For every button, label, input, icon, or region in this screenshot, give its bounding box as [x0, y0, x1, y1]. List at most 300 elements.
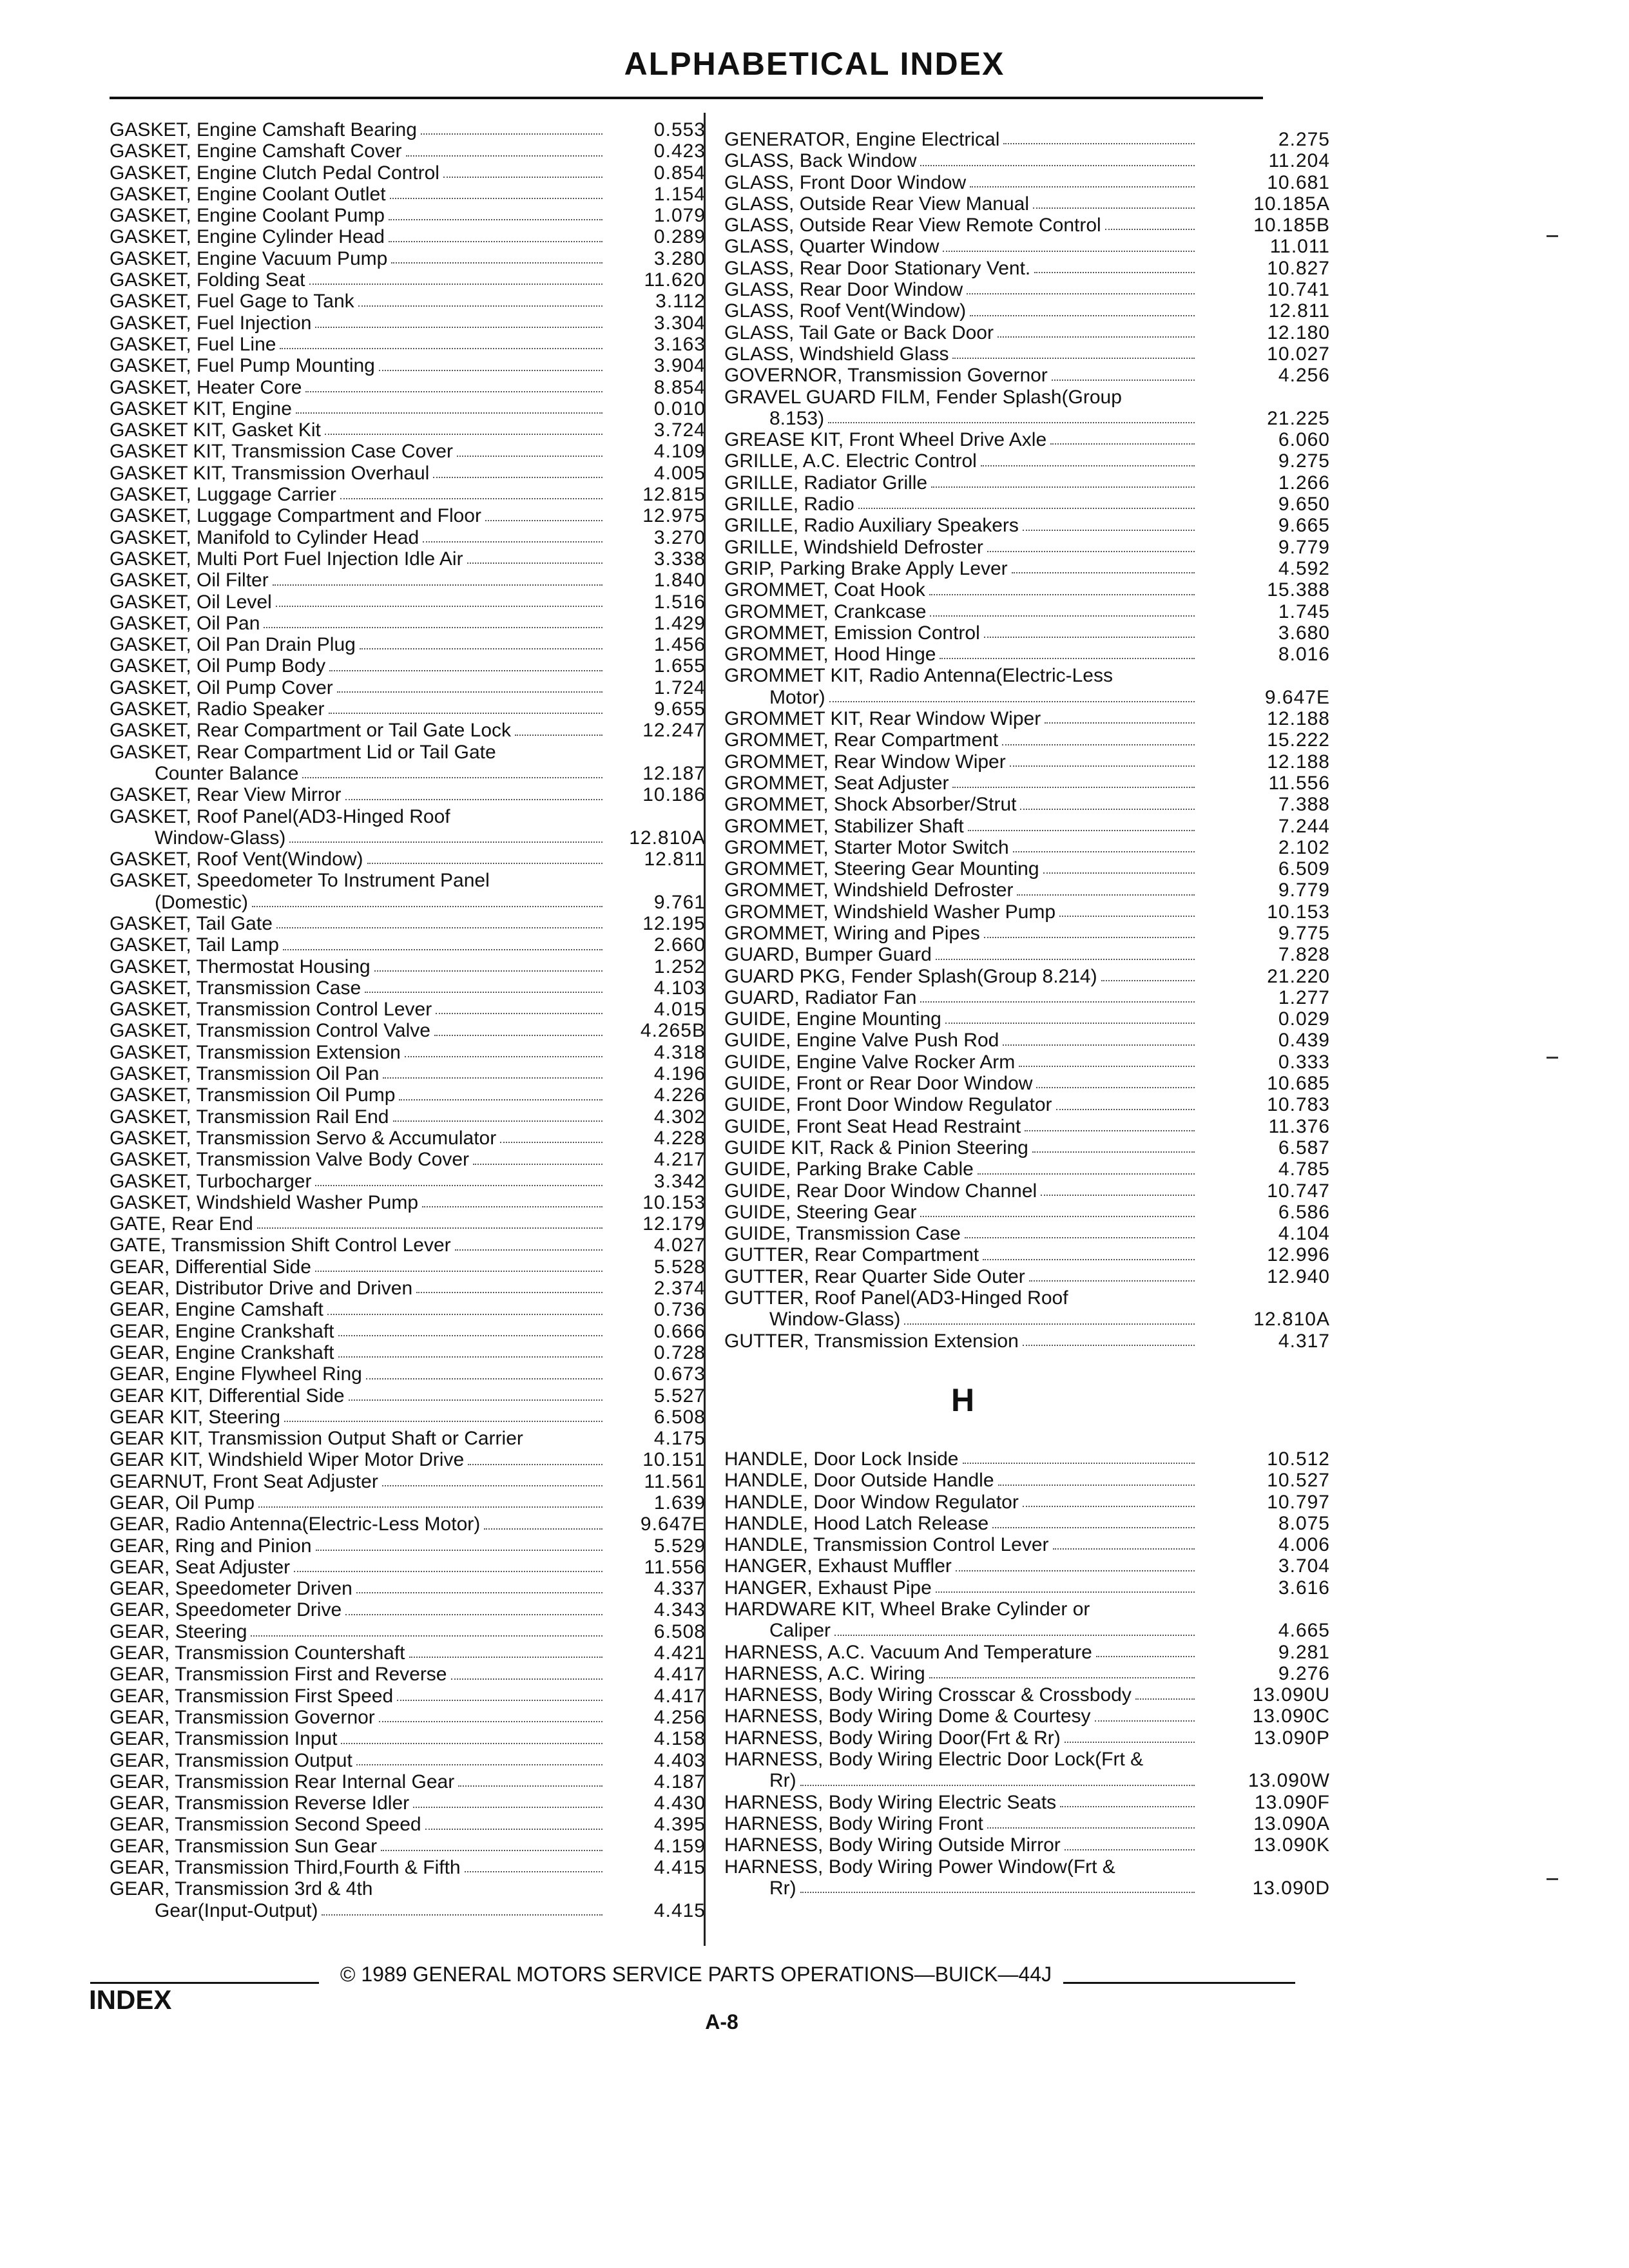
- index-entry: [724, 1834, 1330, 1856]
- index-entry-name: GRAVEL GUARD FILM, Fender Splash(Group: [724, 386, 1122, 408]
- index-entry: [110, 1128, 706, 1149]
- index-entry-reference: 12.188: [1267, 751, 1330, 773]
- index-entry-reference: 13.090D: [1252, 1877, 1330, 1899]
- index-entry-reference: 9.775: [1278, 922, 1330, 944]
- index-entry-reference: 9.650: [1278, 494, 1330, 515]
- index-entry: [724, 622, 1330, 644]
- index-entry-reference: 4.415: [653, 1899, 706, 1921]
- leader-dots: [1135, 1698, 1195, 1700]
- index-entry: [110, 1106, 706, 1128]
- index-entry-reference: 4.417: [653, 1664, 706, 1686]
- index-entry-name: GRILLE, A.C. Electric Control: [724, 450, 977, 472]
- leader-dots: [379, 1721, 602, 1722]
- leader-dots: [338, 1335, 602, 1336]
- leader-dots: [390, 198, 602, 199]
- index-entry-name: GASKET, Engine Vacuum Pump: [110, 247, 388, 269]
- index-entry-name: GASKET, Engine Coolant Pump: [110, 205, 385, 227]
- index-entry-reference: 1.639: [653, 1492, 706, 1514]
- leader-dots: [965, 1237, 1195, 1238]
- index-entry: [110, 1557, 706, 1578]
- index-entry-reference: 3.163: [653, 333, 706, 355]
- index-entry-name: GEAR, Transmission Second Speed: [110, 1814, 421, 1836]
- leader-dots: [1065, 1742, 1195, 1743]
- index-entry-name: HANDLE, Door Outside Handle: [724, 1470, 994, 1492]
- leader-dots: [1010, 765, 1195, 767]
- index-entry-reference: 4.228: [653, 1127, 706, 1149]
- index-entry: [110, 1042, 706, 1063]
- leader-dots: [409, 1657, 602, 1658]
- index-entry-reference: 9.647E: [1264, 686, 1330, 708]
- leader-dots: [983, 1259, 1195, 1260]
- index-entry-reference: 13.090U: [1252, 1684, 1330, 1706]
- index-entry: [110, 505, 706, 526]
- leader-dots: [1020, 809, 1195, 810]
- footer-rule-right: [1063, 1982, 1295, 1984]
- leader-dots: [284, 1421, 602, 1422]
- index-entry-name: GASKET, Oil Filter: [110, 570, 269, 591]
- leader-dots: [465, 1871, 602, 1872]
- leader-dots: [1052, 380, 1195, 381]
- index-entry-reference: 4.265B: [640, 1020, 706, 1042]
- leader-dots: [341, 1743, 602, 1744]
- leader-dots: [970, 315, 1195, 316]
- index-entry-reference: 13.090P: [1253, 1727, 1330, 1749]
- index-entry: [110, 1578, 706, 1599]
- index-entry-reference: 4.395: [653, 1814, 706, 1836]
- index-entry-reference: 1.745: [1278, 601, 1330, 622]
- index-entry-reference: 3.280: [653, 247, 706, 269]
- index-entry: [110, 355, 706, 376]
- index-entry: [110, 377, 706, 398]
- leader-dots: [930, 615, 1195, 617]
- index-entry: [110, 226, 706, 247]
- index-entry-reference: 12.996: [1267, 1244, 1330, 1266]
- index-entry: [110, 1020, 706, 1041]
- index-entry-name: GEAR, Transmission Governor: [110, 1706, 375, 1728]
- leader-dots: [984, 937, 1195, 938]
- index-entry: [110, 1728, 706, 1749]
- index-entry-name: GASKET, Turbocharger: [110, 1170, 312, 1192]
- index-entry-name: GROMMET, Rear Window Wiper: [724, 751, 1006, 773]
- index-entry-name: GROMMET KIT, Rear Window Wiper: [724, 708, 1041, 730]
- index-entry: [724, 1577, 1330, 1599]
- index-entry-reference: 4.317: [1278, 1330, 1330, 1352]
- index-entry-name: GUIDE, Engine Valve Push Rod: [724, 1030, 999, 1052]
- index-entry-reference: 4.343: [653, 1599, 706, 1621]
- index-entry-name: GASKET, Engine Camshaft Cover: [110, 140, 402, 162]
- index-entry-name: GASKET, Oil Level: [110, 591, 272, 613]
- leader-dots: [283, 949, 602, 950]
- index-entry: [724, 1008, 1330, 1030]
- index-entry-reference: 4.318: [653, 1041, 706, 1063]
- leader-dots: [436, 1013, 602, 1014]
- index-entry: [724, 515, 1330, 536]
- index-entry-reference: 10.797: [1267, 1491, 1330, 1513]
- index-entry-reference: 11.561: [644, 1470, 706, 1492]
- index-entry-reference: 10.186: [642, 784, 706, 806]
- leader-dots: [356, 1592, 602, 1593]
- index-entry-reference: 8.016: [1278, 644, 1330, 666]
- leader-dots: [929, 1677, 1195, 1678]
- index-entry-name: GUARD PKG, Fender Splash(Group 8.214): [724, 965, 1097, 987]
- index-entry-name: GASKET, Luggage Carrier: [110, 484, 336, 506]
- index-entry-reference: 11.204: [1268, 150, 1330, 172]
- index-entry-reference: 1.154: [653, 183, 706, 205]
- index-entry-name: GROMMET, Starter Motor Switch: [724, 836, 1009, 858]
- margin-mark: [1547, 1057, 1558, 1059]
- index-entry: [724, 944, 1330, 965]
- index-entry-name: GASKET, Thermostat Housing: [110, 956, 371, 977]
- index-entry: [110, 419, 706, 441]
- leader-dots: [800, 1892, 1195, 1893]
- index-entry-reference: 3.342: [653, 1170, 706, 1192]
- index-entry-reference: 1.266: [1278, 472, 1330, 494]
- index-entry: [110, 977, 706, 999]
- footer-section-label: INDEX: [89, 1984, 172, 2015]
- leader-dots: [473, 1164, 602, 1165]
- index-entry-name: GASKET, Windshield Washer Pump: [110, 1191, 419, 1213]
- index-entry-name: GLASS, Windshield Glass: [724, 343, 949, 365]
- index-entry: [724, 1202, 1330, 1223]
- index-entry-name: GASKET KIT, Engine: [110, 398, 292, 419]
- column-divider: [704, 113, 706, 1946]
- leader-dots: [315, 327, 602, 328]
- leader-dots: [468, 1464, 602, 1465]
- leader-dots: [1019, 1066, 1195, 1067]
- index-entry: [724, 1094, 1330, 1115]
- index-entry-name: GASKET, Transmission Control Lever: [110, 999, 432, 1021]
- leader-dots: [381, 1850, 602, 1851]
- leader-dots: [389, 219, 602, 220]
- leader-dots: [374, 970, 602, 972]
- index-entry-name: GASKET, Rear Compartment Lid or Tail Gate: [110, 741, 496, 763]
- index-entry-reference: 11.011: [1269, 236, 1330, 258]
- index-entry-reference: 5.529: [653, 1535, 706, 1557]
- index-entry-name: GASKET, Transmission Servo & Accumulator: [110, 1127, 497, 1149]
- index-entry-name: GEAR KIT, Windshield Wiper Motor Drive: [110, 1449, 465, 1471]
- index-entry-reference: 12.195: [642, 912, 706, 934]
- index-entry-name: GASKET, Oil Pan: [110, 612, 260, 634]
- index-entry-reference: 2.374: [653, 1278, 706, 1300]
- index-entry: [724, 236, 1330, 257]
- index-entry: [110, 1428, 706, 1449]
- index-entry-name: GROMMET, Coat Hook: [724, 579, 925, 601]
- index-entry: [110, 1514, 706, 1535]
- index-entry-name: GEAR, Differential Side: [110, 1256, 311, 1278]
- index-entry: [724, 1706, 1330, 1727]
- index-entry-name: GLASS, Front Door Window: [724, 171, 967, 193]
- index-entry-reference: 4.187: [653, 1771, 706, 1792]
- index-entry-reference: 12.188: [1267, 708, 1330, 730]
- index-entry-reference: 0.423: [653, 140, 706, 162]
- index-entry: [724, 1792, 1330, 1813]
- index-entry: [110, 1363, 706, 1385]
- index-entry: [110, 1900, 706, 1921]
- leader-dots: [1003, 1044, 1195, 1046]
- index-entry: [110, 1750, 706, 1771]
- index-entry-name: GUIDE, Front Seat Head Restraint: [724, 1115, 1021, 1137]
- index-list-g: [724, 129, 1330, 1352]
- index-entry-name: GEAR, Distributor Drive and Driven: [110, 1278, 413, 1300]
- index-entry-name: GEAR, Transmission Output: [110, 1749, 352, 1771]
- index-entry-reference: 9.665: [1278, 515, 1330, 537]
- index-entry-continuation: Motor): [769, 686, 825, 708]
- index-entry-reference: 4.109: [653, 441, 706, 463]
- header-rule: [110, 97, 1263, 99]
- index-entry: [724, 408, 1330, 429]
- leader-dots: [1032, 1151, 1195, 1153]
- leader-dots: [356, 1764, 602, 1765]
- index-entry-name: GEAR, Engine Crankshaft: [110, 1320, 334, 1342]
- footer-rule-left: [90, 1982, 319, 1984]
- index-entry-name: GROMMET, Windshield Defroster: [724, 879, 1014, 901]
- index-entry: [110, 1192, 706, 1213]
- index-entry-name: GEAR, Steering: [110, 1620, 247, 1642]
- index-entry-reference: 4.256: [653, 1706, 706, 1728]
- index-list-h: [724, 1448, 1330, 1899]
- index-entry-reference: 13.090K: [1253, 1834, 1330, 1856]
- leader-dots: [1101, 980, 1195, 981]
- margin-mark: [1547, 235, 1558, 237]
- index-entry: [110, 1299, 706, 1320]
- index-entry-reference: 6.587: [1278, 1137, 1330, 1158]
- index-entry-name: HARNESS, Body Wiring Front: [724, 1812, 983, 1834]
- index-entry-name: GASKET, Tail Gate: [110, 912, 273, 934]
- index-entry: [724, 472, 1330, 494]
- index-entry-name: GEAR, Engine Flywheel Ring: [110, 1363, 362, 1385]
- index-entry-name: GEAR KIT, Transmission Output Shaft or Carrier: [110, 1428, 523, 1450]
- index-entry: [724, 1727, 1330, 1749]
- index-entry-name: GEAR, Speedometer Driven: [110, 1578, 352, 1600]
- index-entry: [724, 365, 1330, 386]
- index-entry: [724, 1137, 1330, 1158]
- index-entry-reference: 4.217: [653, 1149, 706, 1171]
- index-entry-reference: 4.196: [653, 1063, 706, 1085]
- index-entry-name: GASKET, Tail Lamp: [110, 934, 279, 956]
- index-entry-name: GEAR, Transmission Input: [110, 1728, 338, 1750]
- index-entry-reference: 12.975: [642, 505, 706, 527]
- index-entry: [724, 966, 1330, 987]
- index-entry-name: GASKET, Fuel Pump Mounting: [110, 355, 375, 377]
- index-entry: [110, 1084, 706, 1106]
- index-entry: [724, 687, 1330, 708]
- index-entry: [110, 398, 706, 419]
- index-entry: [724, 1534, 1330, 1555]
- index-entry: [724, 1073, 1330, 1094]
- leader-dots: [1060, 1806, 1195, 1807]
- index-entry: [724, 129, 1330, 150]
- leader-dots: [1056, 1109, 1195, 1110]
- leader-dots: [443, 177, 602, 178]
- index-entry-name: GLASS, Outside Rear View Manual: [724, 193, 1030, 215]
- index-entry-name: GATE, Rear End: [110, 1213, 253, 1235]
- leader-dots: [858, 508, 1195, 509]
- leader-dots: [1023, 530, 1195, 531]
- index-entry: [724, 322, 1330, 343]
- index-entry-name: GASKET, Fuel Injection: [110, 312, 312, 334]
- leader-dots: [1033, 207, 1195, 209]
- leader-dots: [943, 251, 1195, 252]
- index-entry: [110, 1471, 706, 1492]
- leader-dots: [329, 670, 602, 671]
- index-entry-reference: 11.556: [1268, 772, 1330, 794]
- index-entry: [724, 494, 1330, 515]
- index-entry-name: GASKET, Manifold to Cylinder Head: [110, 526, 419, 548]
- index-entry: [724, 923, 1330, 944]
- index-entry-reference: 12.810A: [629, 827, 706, 849]
- leader-dots: [251, 1635, 602, 1637]
- index-entry: [110, 655, 706, 677]
- index-entry: [110, 312, 706, 334]
- index-entry-name: HANDLE, Transmission Control Lever: [724, 1534, 1049, 1556]
- index-entry-continuation: Caliper: [769, 1620, 831, 1642]
- leader-dots: [967, 293, 1195, 294]
- index-entry-name: GEAR, Transmission Rear Internal Gear: [110, 1771, 455, 1792]
- index-entry: [724, 1158, 1330, 1180]
- index-entry: [110, 1686, 706, 1707]
- index-entry: [724, 172, 1330, 193]
- index-entry-continuation: Rr): [769, 1770, 796, 1792]
- index-entry: [724, 1878, 1330, 1899]
- index-entry-reference: 4.592: [1278, 557, 1330, 579]
- index-entry: [724, 215, 1330, 236]
- index-entry-name: GASKET, Roof Vent(Window): [110, 849, 363, 870]
- leader-dots: [904, 1323, 1195, 1325]
- leader-dots: [399, 1099, 602, 1100]
- leader-dots: [382, 1485, 602, 1486]
- index-entry: [110, 999, 706, 1020]
- index-entry-name: GEARNUT, Front Seat Adjuster: [110, 1470, 378, 1492]
- index-entry: [110, 1814, 706, 1835]
- leader-dots: [406, 155, 602, 157]
- index-entry: [724, 601, 1330, 622]
- index-entry-reference: 9.761: [653, 891, 706, 913]
- index-entry-name: HARDWARE KIT, Wheel Brake Cylinder or: [724, 1599, 1090, 1620]
- index-entry-reference: 1.724: [653, 677, 706, 698]
- index-entry-reference: 13.090F: [1254, 1791, 1330, 1813]
- index-entry-name: GASKET, Transmission Case: [110, 977, 361, 999]
- leader-dots: [920, 165, 1195, 166]
- index-entry-reference: 9.281: [1278, 1641, 1330, 1663]
- index-entry-name: GROMMET, Crankcase: [724, 601, 927, 622]
- index-entry-reference: 12.811: [1268, 300, 1330, 322]
- leader-dots: [451, 1678, 603, 1680]
- index-entry-name: GUIDE KIT, Rack & Pinion Steering: [724, 1137, 1028, 1158]
- index-entry: [110, 140, 706, 162]
- index-entry-reference: 1.277: [1278, 986, 1330, 1008]
- leader-dots: [393, 1120, 603, 1122]
- index-entry-reference: 8.075: [1278, 1512, 1330, 1534]
- index-entry-name: GLASS, Back Window: [724, 150, 917, 172]
- index-entry-continuation: Counter Balance: [155, 762, 299, 784]
- leader-dots: [405, 1056, 602, 1057]
- index-entry-name: GUARD, Bumper Guard: [724, 944, 932, 966]
- index-entry: [724, 537, 1330, 558]
- index-entry-reference: 9.779: [1278, 536, 1330, 558]
- index-entry-name: GROMMET KIT, Radio Antenna(Electric-Less: [724, 665, 1113, 687]
- index-entry: [724, 1513, 1330, 1534]
- index-entry: [110, 441, 706, 462]
- leader-dots: [940, 658, 1195, 659]
- leader-dots: [1065, 1849, 1195, 1850]
- index-entry-name: GASKET, Transmission Oil Pan: [110, 1063, 380, 1085]
- index-entry-reference: 5.528: [653, 1256, 706, 1278]
- index-entry-reference: 4.421: [653, 1642, 706, 1664]
- index-entry: [724, 773, 1330, 794]
- index-entry: [724, 279, 1330, 300]
- leader-dots: [828, 422, 1195, 423]
- index-entry: [110, 1385, 706, 1407]
- index-entry-reference: 10.685: [1267, 1073, 1330, 1095]
- leader-dots: [280, 348, 602, 349]
- index-entry-reference: 4.159: [653, 1835, 706, 1857]
- index-entry: [110, 763, 706, 784]
- index-entry-reference: 13.090W: [1248, 1770, 1330, 1792]
- index-entry-reference: 3.724: [653, 419, 706, 441]
- index-entry-name: HARNESS, Body Wiring Power Window(Frt &: [724, 1856, 1115, 1878]
- index-entry: [110, 1321, 706, 1342]
- leader-dots: [1023, 1345, 1195, 1346]
- index-entry-reference: 6.060: [1278, 429, 1330, 451]
- index-entry-name: GASKET, Oil Pump Cover: [110, 677, 333, 698]
- leader-dots: [920, 1216, 1195, 1217]
- index-entry: [724, 1180, 1330, 1202]
- index-entry-name: GATE, Transmission Shift Control Lever: [110, 1235, 451, 1256]
- leader-dots: [834, 1635, 1195, 1636]
- leader-dots: [383, 1077, 602, 1079]
- leader-dots: [500, 1142, 602, 1143]
- index-entry-name: GASKET, Roof Panel(AD3-Hinged Roof: [110, 805, 450, 827]
- index-entry: [724, 837, 1330, 858]
- index-entry-reference: 21.225: [1267, 407, 1330, 429]
- leader-dots: [305, 391, 602, 392]
- leader-dots: [956, 1570, 1195, 1571]
- index-entry-name: GASKET, Transmission Valve Body Cover: [110, 1149, 469, 1171]
- index-column-right: [724, 129, 1330, 1899]
- index-entry: [110, 269, 706, 291]
- leader-dots: [1036, 1087, 1195, 1088]
- index-entry-reference: 10.027: [1267, 343, 1330, 365]
- leader-dots: [457, 456, 602, 457]
- leader-dots: [952, 358, 1195, 359]
- index-entry-reference: 2.275: [1278, 129, 1330, 150]
- leader-dots: [365, 992, 602, 993]
- index-entry: [110, 1278, 706, 1299]
- index-entry-name: GEAR, Ring and Pinion: [110, 1535, 312, 1557]
- index-entry: [110, 1407, 706, 1428]
- index-entry: [110, 698, 706, 720]
- leader-dots: [315, 1271, 602, 1272]
- index-entry-reference: 4.158: [653, 1728, 706, 1750]
- leader-dots: [327, 1314, 602, 1315]
- index-entry: [724, 794, 1330, 815]
- index-entry: [724, 1448, 1330, 1470]
- index-entry-name: GROMMET, Shock Absorber/Strut: [724, 794, 1017, 816]
- index-entry: [110, 1492, 706, 1514]
- index-entry-reference: 4.104: [1278, 1223, 1330, 1245]
- index-entry: [110, 934, 706, 956]
- leader-dots: [984, 637, 1195, 638]
- index-entry-reference: 10.741: [1267, 279, 1330, 301]
- index-entry-reference: 0.553: [653, 119, 706, 140]
- index-entry-reference: 12.811: [644, 849, 706, 870]
- index-entry-reference: 3.338: [653, 548, 706, 570]
- index-entry-name: GUTTER, Rear Compartment: [724, 1244, 979, 1266]
- page-title: ALPHABETICAL INDEX: [624, 46, 1005, 82]
- index-entry-name: GUIDE, Front or Rear Door Window: [724, 1073, 1033, 1095]
- index-entry-name: GASKET, Transmission Extension: [110, 1041, 401, 1063]
- index-entry-continuation: Window-Glass): [155, 827, 286, 849]
